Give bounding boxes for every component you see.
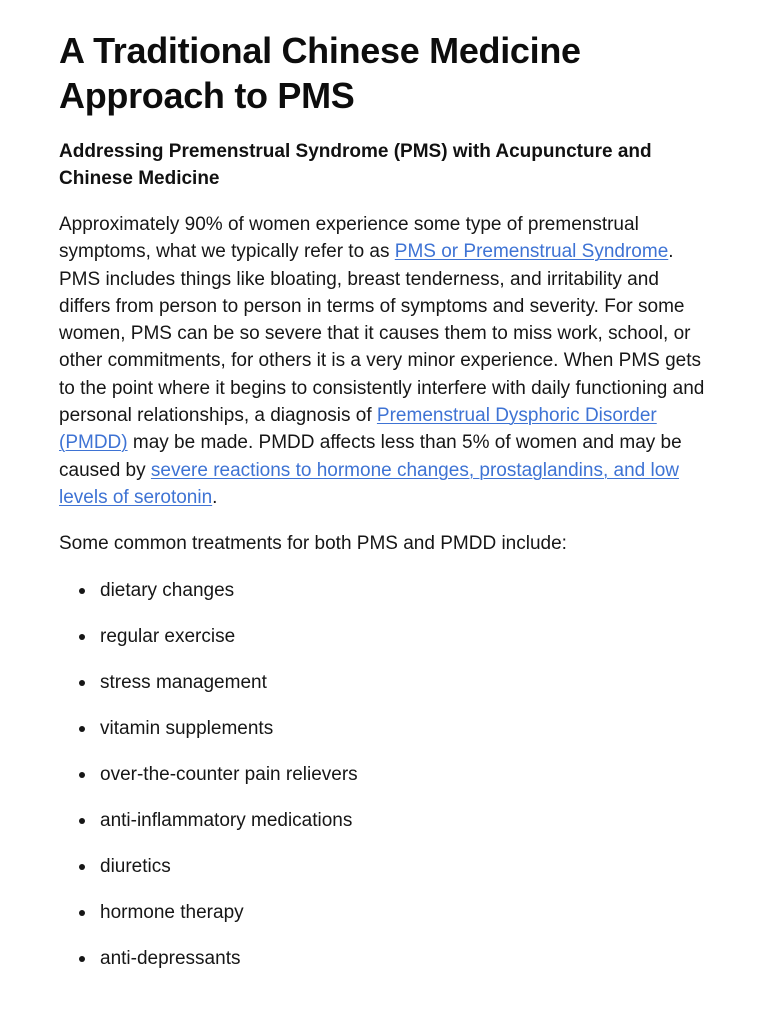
bullet-icon: [79, 680, 85, 686]
list-item-label: regular exercise: [100, 625, 236, 647]
pmdd-link[interactable]: Premenstrual Dysphoric Disorder (PMDD): [59, 405, 657, 454]
bullet-icon: [79, 910, 85, 916]
list-item: [59, 623, 709, 650]
bullet-icon: [79, 772, 85, 778]
list-item: [59, 853, 709, 880]
pms-link[interactable]: PMS or Premenstrual Syndrome: [394, 241, 669, 263]
list-item-label: hormone therapy: [100, 901, 244, 923]
list-item-label: vitamin supplements: [100, 717, 274, 739]
list-item-label: stress management: [100, 671, 267, 693]
bullet-icon: [79, 956, 85, 962]
treatments-list: [59, 577, 709, 972]
bullet-icon: [79, 864, 85, 870]
bullet-icon: [79, 726, 85, 732]
list-item-label: diuretics: [100, 855, 171, 877]
list-item: [59, 577, 709, 604]
list-item: [59, 807, 709, 834]
intro-text-2: . PMS includes things like bloating, breast tenderness, and irritability and differs from person to person in terms of symptoms and severity. For some women, PMS can be so severe that it causes them to miss work, school, or other commitments, for others it is a very minor experience. When PMS gets to the point where it begins to consistently interfere with daily functioning and personal relationships, a diagnosis of: [59, 241, 705, 427]
list-item-label: anti-inflammatory medications: [100, 809, 353, 831]
intro-text-1: Approximately 90% of women experience some type of premenstrual symptoms, what we typically refer to as: [59, 214, 639, 263]
intro-text-4: .: [212, 486, 218, 508]
list-item-label: dietary changes: [100, 579, 235, 601]
list-item-label: over-the-counter pain relievers: [100, 763, 358, 785]
list-item-label: anti-depressants: [100, 947, 241, 969]
list-item: [59, 715, 709, 742]
intro-text-3: may be made. PMDD affects less than 5% of women and may be caused by: [59, 432, 682, 481]
list-item: [59, 899, 709, 926]
bullet-icon: [79, 588, 85, 594]
bullet-icon: [79, 818, 85, 824]
treatments-intro: Some common treatments for both PMS and PMDD include:: [59, 533, 567, 555]
bullet-icon: [79, 634, 85, 640]
intro-paragraph: [59, 211, 709, 511]
list-item: [59, 761, 709, 788]
list-item: [59, 945, 709, 972]
list-item: [59, 669, 709, 696]
article-subtitle: Addressing Premenstrual Syndrome (PMS) with Acupuncture and Chinese Medicine: [59, 141, 652, 189]
causes-link[interactable]: severe reactions to hormone changes, prostaglandins, and low levels of serotonin: [59, 459, 680, 508]
page-title: A Traditional Chinese Medicine Approach to PMS: [59, 30, 581, 116]
